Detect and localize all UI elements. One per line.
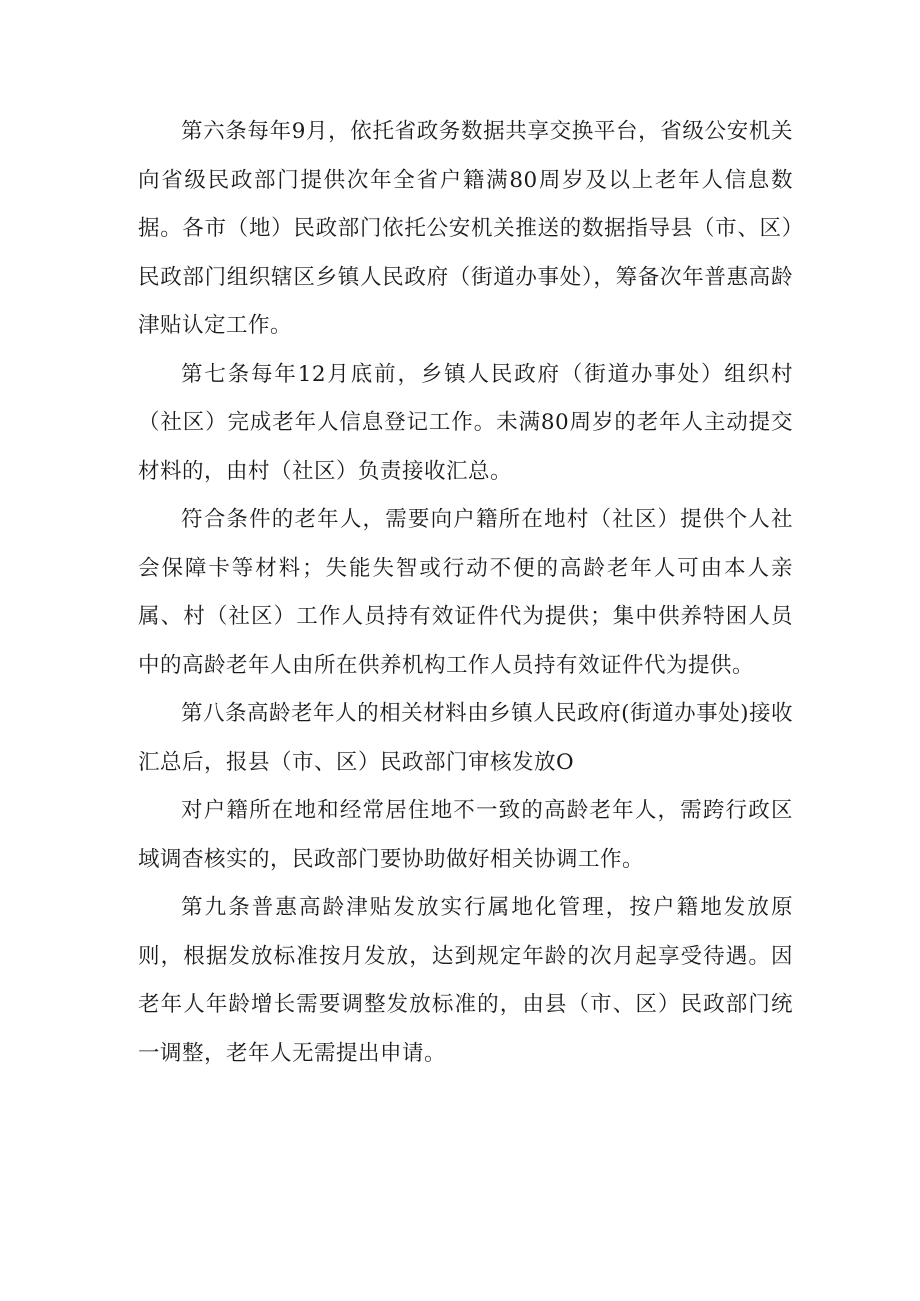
paragraph-article-8: 第八条高龄老年人的相关材料由乡镇人民政府(街道办事处)接收汇总后，报县（市、区）民政部门审核发放O <box>138 701 793 775</box>
paragraph-article-9: 第九条普惠高龄津贴发放实行属地化管理，按户籍地发放原则，根据发放标准按月发放，达到规定年龄的次月起享受待遇。因老年人年龄增长需要调整发放标准的，由县（市、区）民政部门统一调整，老年人无需提出申请。 <box>138 895 793 1066</box>
paragraph-article-7: 第七条每年12月底前，乡镇人民政府（街道办事处）组织村（社区）完成老年人信息登记工作。未满80周岁的老年人主动提交材料的，由村（社区）负责接收汇总。 <box>138 361 793 484</box>
paragraph-eligibility-materials: 符合条件的老年人，需要向户籍所在地村（社区）提供个人社会保障卡等材料；失能失智或行动不便的高龄老年人可由本人亲属、村（社区）工作人员持有效证件代为提供；集中供养特困人员中的高龄老年人由所在供养机构工作人员持有效证件代为提供。 <box>138 507 793 678</box>
paragraph-cross-region: 对户籍所在地和经常居住地不一致的高龄老年人，需跨行政区域调杳核实的，民政部门要协助做好相关协调工作。 <box>138 798 793 872</box>
paragraph-article-6: 第六条每年9月，依托省政务数据共享交换平台，省级公安机关向省级民政部门提供次年全省户籍满80周岁及以上老年人信息数据。各市（地）民政部门依托公安机关推送的数据指导县（市、区）民政部门组织辖区乡镇人民政府（街道办事处），筹备次年普惠高龄津贴认定工作。 <box>138 119 793 338</box>
document-page <box>138 108 793 1078</box>
